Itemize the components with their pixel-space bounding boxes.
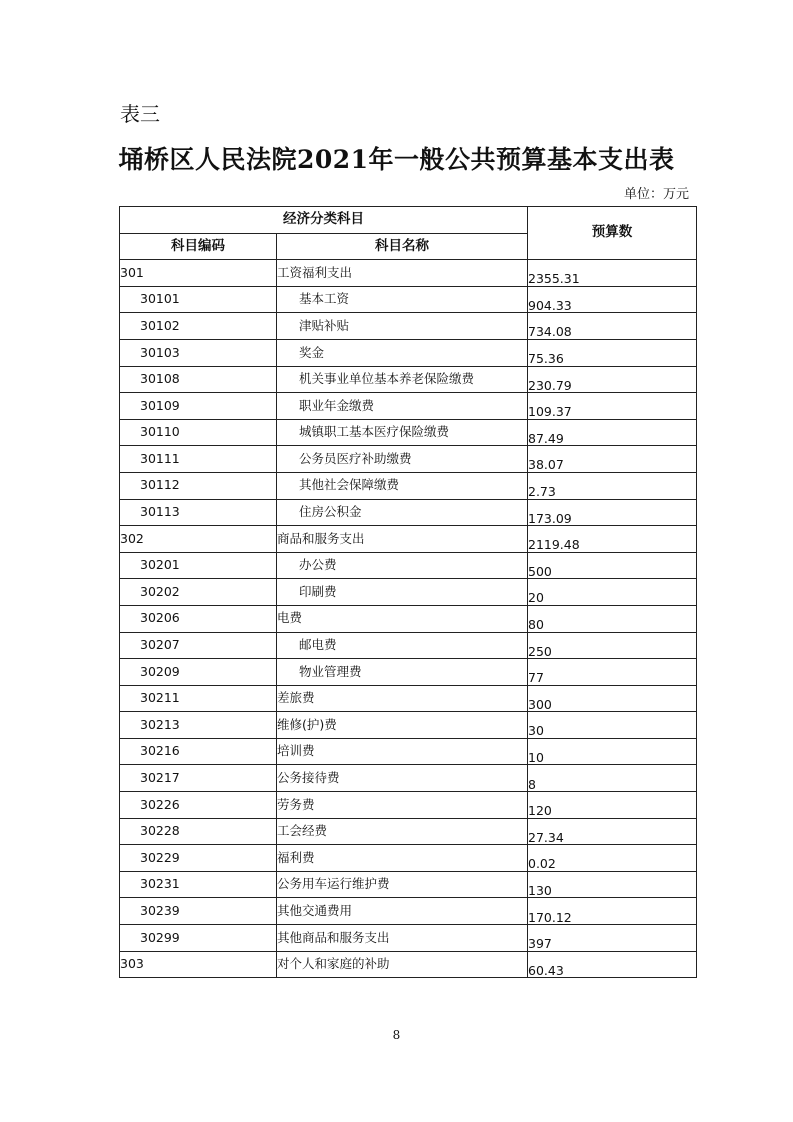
budget-amount-cell: 2355.31 xyxy=(528,260,697,287)
table-row xyxy=(120,579,697,606)
subject-code-cell: 30207 xyxy=(120,632,277,659)
table-row xyxy=(120,792,697,819)
table-row xyxy=(120,765,697,792)
budget-amount-cell: 173.09 xyxy=(528,499,697,526)
table-row xyxy=(120,472,697,499)
header-budget-amount: 预算数 xyxy=(528,207,697,260)
subject-name-cell: 公务接待费 xyxy=(277,765,528,792)
subject-code-cell: 30209 xyxy=(120,659,277,686)
budget-amount-cell: 8 xyxy=(528,765,697,792)
table-row xyxy=(120,659,697,686)
subject-code-cell: 30229 xyxy=(120,845,277,872)
budget-amount-cell: 904.33 xyxy=(528,286,697,313)
budget-amount-cell: 130 xyxy=(528,871,697,898)
subject-name-cell: 住房公积金 xyxy=(277,499,528,526)
subject-code-cell: 30111 xyxy=(120,446,277,473)
subject-name-cell: 邮电费 xyxy=(277,632,528,659)
subject-code-cell: 30110 xyxy=(120,419,277,446)
table-row xyxy=(120,925,697,952)
subject-code-cell: 30206 xyxy=(120,605,277,632)
budget-amount-cell: 20 xyxy=(528,579,697,606)
subject-code-cell: 30299 xyxy=(120,925,277,952)
subject-name-cell: 培训费 xyxy=(277,738,528,765)
table-row xyxy=(120,685,697,712)
table-row xyxy=(120,818,697,845)
table-row xyxy=(120,260,697,287)
budget-amount-cell: 230.79 xyxy=(528,366,697,393)
subject-code-cell: 30231 xyxy=(120,871,277,898)
subject-name-cell: 差旅费 xyxy=(277,685,528,712)
budget-amount-cell: 60.43 xyxy=(528,951,697,978)
subject-code-cell: 30103 xyxy=(120,339,277,366)
table-row xyxy=(120,339,697,366)
table-row xyxy=(120,419,697,446)
subject-name-cell: 电费 xyxy=(277,605,528,632)
table-row xyxy=(120,313,697,340)
table-row xyxy=(120,605,697,632)
budget-amount-cell: 10 xyxy=(528,738,697,765)
subject-name-cell: 福利费 xyxy=(277,845,528,872)
budget-amount-cell: 109.37 xyxy=(528,393,697,420)
document-title: 埇桥区人民法院2021年一般公共预算基本支出表 xyxy=(118,145,675,174)
table-row xyxy=(120,632,697,659)
subject-name-cell: 其他社会保障缴费 xyxy=(277,472,528,499)
header-subject-code: 科目编码 xyxy=(120,233,277,260)
subject-name-cell: 劳务费 xyxy=(277,792,528,819)
subject-name-cell: 物业管理费 xyxy=(277,659,528,686)
budget-amount-cell: 27.34 xyxy=(528,818,697,845)
table-row xyxy=(120,951,697,978)
subject-code-cell: 30228 xyxy=(120,818,277,845)
budget-amount-cell: 80 xyxy=(528,605,697,632)
table-row xyxy=(120,446,697,473)
subject-name-cell: 维修(护)费 xyxy=(277,712,528,739)
budget-amount-cell: 75.36 xyxy=(528,339,697,366)
table-row xyxy=(120,845,697,872)
subject-name-cell: 工会经费 xyxy=(277,818,528,845)
budget-table xyxy=(119,206,697,978)
subject-code-cell: 30226 xyxy=(120,792,277,819)
page-number: 8 xyxy=(392,1028,401,1042)
subject-code-cell: 30102 xyxy=(120,313,277,340)
subject-name-cell: 印刷费 xyxy=(277,579,528,606)
budget-amount-cell: 500 xyxy=(528,552,697,579)
table-row xyxy=(120,898,697,925)
subject-name-cell: 其他交通费用 xyxy=(277,898,528,925)
budget-amount-cell: 300 xyxy=(528,685,697,712)
table-body xyxy=(120,260,697,978)
header-economic-classification: 经济分类科目 xyxy=(120,207,528,234)
subject-name-cell: 城镇职工基本医疗保险缴费 xyxy=(277,419,528,446)
subject-name-cell: 办公费 xyxy=(277,552,528,579)
budget-amount-cell: 2.73 xyxy=(528,472,697,499)
subject-code-cell: 30217 xyxy=(120,765,277,792)
subject-code-cell: 30202 xyxy=(120,579,277,606)
budget-amount-cell: 170.12 xyxy=(528,898,697,925)
subject-code-cell: 30211 xyxy=(120,685,277,712)
subject-code-cell: 30239 xyxy=(120,898,277,925)
subject-name-cell: 基本工资 xyxy=(277,286,528,313)
unit-label: 单位：万元 xyxy=(623,187,689,202)
table-row xyxy=(120,871,697,898)
subject-code-cell: 30113 xyxy=(120,499,277,526)
subject-code-cell: 30109 xyxy=(120,393,277,420)
budget-amount-cell: 30 xyxy=(528,712,697,739)
table-row xyxy=(120,366,697,393)
subject-name-cell: 商品和服务支出 xyxy=(277,526,528,553)
budget-amount-cell: 250 xyxy=(528,632,697,659)
budget-amount-cell: 87.49 xyxy=(528,419,697,446)
subject-code-cell: 30112 xyxy=(120,472,277,499)
subject-code-cell: 30213 xyxy=(120,712,277,739)
subject-code-cell: 302 xyxy=(120,526,277,553)
table-header xyxy=(120,207,697,260)
subject-code-cell: 30108 xyxy=(120,366,277,393)
subject-code-cell: 30101 xyxy=(120,286,277,313)
budget-amount-cell: 77 xyxy=(528,659,697,686)
table-row xyxy=(120,286,697,313)
table-row xyxy=(120,712,697,739)
table-row xyxy=(120,526,697,553)
subject-code-cell: 30201 xyxy=(120,552,277,579)
budget-amount-cell: 734.08 xyxy=(528,313,697,340)
budget-amount-cell: 0.02 xyxy=(528,845,697,872)
subject-name-cell: 公务用车运行维护费 xyxy=(277,871,528,898)
table-row xyxy=(120,738,697,765)
subject-code-cell: 303 xyxy=(120,951,277,978)
budget-amount-cell: 397 xyxy=(528,925,697,952)
table-row xyxy=(120,499,697,526)
subject-name-cell: 职业年金缴费 xyxy=(277,393,528,420)
budget-amount-cell: 120 xyxy=(528,792,697,819)
subject-name-cell: 公务员医疗补助缴费 xyxy=(277,446,528,473)
subject-name-cell: 工资福利支出 xyxy=(277,260,528,287)
budget-amount-cell: 38.07 xyxy=(528,446,697,473)
table-row xyxy=(120,552,697,579)
subject-name-cell: 奖金 xyxy=(277,339,528,366)
subject-code-cell: 301 xyxy=(120,260,277,287)
subject-code-cell: 30216 xyxy=(120,738,277,765)
budget-amount-cell: 2119.48 xyxy=(528,526,697,553)
subject-name-cell: 其他商品和服务支出 xyxy=(277,925,528,952)
subject-name-cell: 对个人和家庭的补助 xyxy=(277,951,528,978)
table-row xyxy=(120,393,697,420)
subject-name-cell: 津贴补贴 xyxy=(277,313,528,340)
table-label: 表三 xyxy=(120,102,160,126)
header-subject-name: 科目名称 xyxy=(277,233,528,260)
subject-name-cell: 机关事业单位基本养老保险缴费 xyxy=(277,366,528,393)
